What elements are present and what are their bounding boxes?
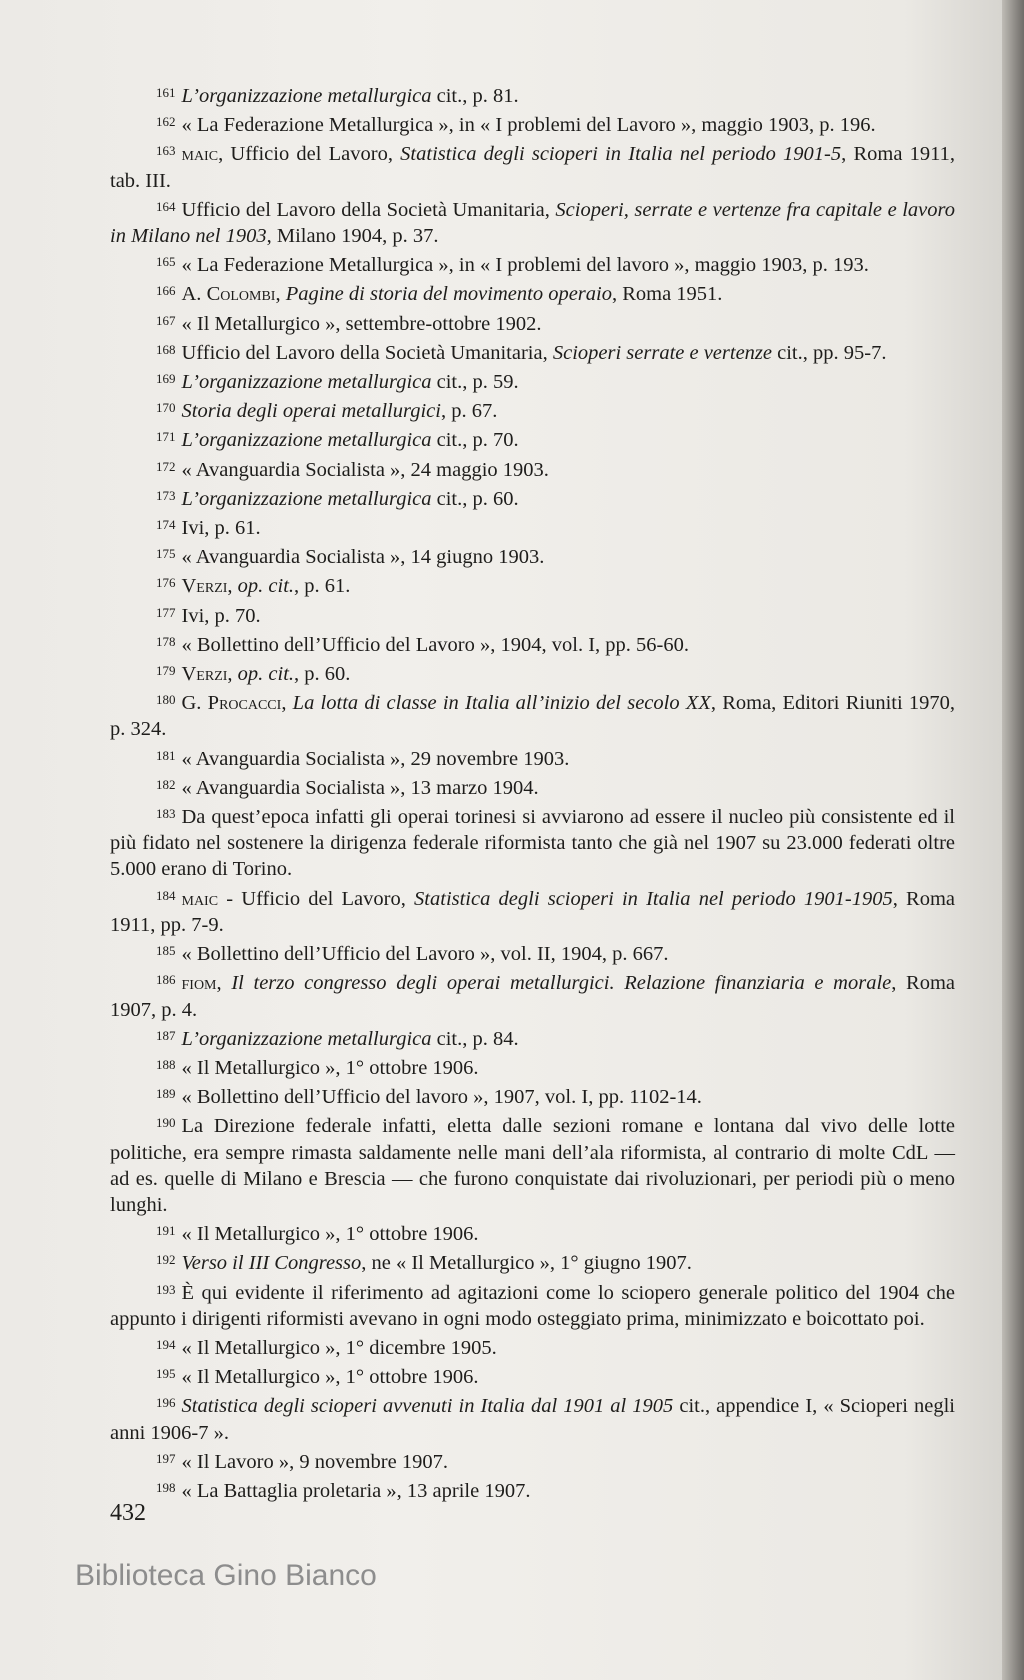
footnote-162 xyxy=(110,109,955,138)
footnote-number: 168 xyxy=(156,341,176,357)
footnote-number: 185 xyxy=(156,943,176,959)
footnote-text: « Il Metallurgico », 1° ottobre 1906. xyxy=(181,1056,479,1079)
footnote-text: , Roma, Editori Riuniti 1970, p. 324. xyxy=(110,692,956,741)
footnote-number: 188 xyxy=(156,1056,176,1072)
footnote-title: L’organizzazione metallurgica xyxy=(181,429,432,452)
footnote-title: Scioperi, serrate e vertenze fra capitale e lavoro in Milano nel 1903 xyxy=(110,198,955,248)
footnote-number: 182 xyxy=(156,776,176,792)
footnote-184 xyxy=(110,883,955,938)
footnote-180 xyxy=(110,687,955,742)
footnote-text: cit., p. 60. xyxy=(431,487,519,510)
footnote-text: « La Federazione Metallurgica », in « I problemi del Lavoro », maggio 1903, p. 196. xyxy=(181,114,876,137)
footnote-author: fiom xyxy=(181,972,217,995)
footnote-193 xyxy=(110,1277,955,1332)
footnote-text: cit., p. 70. xyxy=(431,429,519,452)
footnote-number: 187 xyxy=(156,1027,176,1043)
footnote-text: cit., p. 81. xyxy=(431,85,519,107)
footnotes-list xyxy=(110,80,955,1504)
footnote-text: « Avanguardia Socialista », 13 marzo 1904. xyxy=(181,776,539,799)
footnote-175 xyxy=(110,541,955,570)
footnote-179 xyxy=(110,658,955,687)
footnote-title: Statistica degli scioperi in Italia nel periodo 1901-1905 xyxy=(414,887,893,910)
footnote-195 xyxy=(110,1361,955,1390)
footnote-text: , Roma 1951. xyxy=(611,283,723,306)
footnote-number: 169 xyxy=(156,371,176,387)
footnote-181 xyxy=(110,743,955,772)
footnote-166 xyxy=(110,278,955,307)
footnote-author: Procacci xyxy=(207,692,282,715)
footnote-177 xyxy=(110,600,955,629)
footnote-number: 166 xyxy=(156,283,176,299)
footnote-176 xyxy=(110,570,955,599)
footnote-number: 179 xyxy=(156,663,176,679)
footnote-197 xyxy=(110,1446,955,1475)
footnote-number: 178 xyxy=(156,633,176,649)
footnote-number: 170 xyxy=(156,400,176,416)
footnote-165 xyxy=(110,249,955,278)
footnote-169 xyxy=(110,366,955,395)
footnote-text: , Roma 1907, p. 4. xyxy=(110,972,956,1021)
footnote-title: L’organizzazione metallurgica xyxy=(181,487,432,510)
footnote-text: « Bollettino dell’Ufficio del Lavoro », 1904, vol. I, pp. 56-60. xyxy=(181,633,689,656)
footnote-164 xyxy=(110,194,955,249)
footnote-196 xyxy=(110,1390,955,1445)
footnote-number: 197 xyxy=(156,1450,176,1466)
footnote-text: È qui evidente il riferimento ad agitazioni come lo sciopero generale politico del 1904 che appunto i dirigenti riformisti avevano in ogni modo osteggiato prima, minimizzato e boicottato poi. xyxy=(110,1281,955,1330)
footnote-number: 176 xyxy=(156,575,176,591)
page-number: 432 xyxy=(110,1500,146,1526)
footnote-text: « Bollettino dell’Ufficio del Lavoro », vol. II, 1904, p. 667. xyxy=(181,943,669,966)
footnote-185 xyxy=(110,938,955,967)
footnote-182 xyxy=(110,772,955,801)
footnote-161 xyxy=(110,80,955,109)
footnote-number: 198 xyxy=(156,1479,176,1495)
footnote-number: 174 xyxy=(156,517,176,533)
footnote-text: , Roma 1911, pp. 7-9. xyxy=(110,887,956,936)
footnote-title: L’organizzazione metallurgica xyxy=(181,1027,432,1050)
footnote-text: A. xyxy=(181,283,207,306)
footnote-number: 161 xyxy=(156,85,176,100)
footnote-text: « Avanguardia Socialista », 24 maggio 1903. xyxy=(181,458,549,481)
footnote-text: - Ufficio del Lavoro, xyxy=(218,887,415,910)
footnote-text: cit., p. 84. xyxy=(431,1027,519,1050)
footnote-text: , ne « Il Metallurgico », 1° giugno 1907. xyxy=(361,1252,692,1275)
footnote-number: 194 xyxy=(156,1336,176,1352)
footnote-192 xyxy=(110,1247,955,1276)
footnote-number: 189 xyxy=(156,1086,176,1102)
footnote-title: op. cit. xyxy=(237,575,295,598)
footnote-text: « Il Metallurgico », 1° ottobre 1906. xyxy=(181,1223,479,1246)
footnote-number: 165 xyxy=(156,254,176,270)
footnote-text: Da quest’epoca infatti gli operai torinesi si avviarono ad essere il nucleo più consistente ed il più fidato nel sostenere la dirigenza federale riformista tanto che già nel 1907 su 23.000 federati oltre 5.000 erano di Torino. xyxy=(110,806,955,881)
footnote-text: , Milano 1904, p. 37. xyxy=(266,225,439,248)
footnote-number: 184 xyxy=(156,887,176,903)
footnote-number: 191 xyxy=(156,1223,176,1239)
footnote-author: Verzi xyxy=(181,575,228,598)
footnote-text: , p. 60. xyxy=(294,663,351,686)
footnote-186 xyxy=(110,967,955,1022)
footnote-text: , xyxy=(227,575,238,598)
footnote-text: cit., pp. 95-7. xyxy=(772,341,887,364)
footnote-189 xyxy=(110,1081,955,1110)
footnote-number: 193 xyxy=(156,1281,176,1297)
footnote-text: , Ufficio del Lavoro, xyxy=(218,143,401,166)
footnote-title: Verso il III Congresso xyxy=(181,1252,362,1275)
footnote-author: Colombi xyxy=(206,283,276,306)
footnote-number: 177 xyxy=(156,604,176,620)
footnote-text: « Il Metallurgico », settembre-ottobre 1902. xyxy=(181,312,542,335)
footnote-187 xyxy=(110,1023,955,1052)
footnote-text: cit., appendice I, « Scioperi negli anni 1906-7 ». xyxy=(110,1395,956,1444)
page-edge-shadow xyxy=(1002,0,1024,1680)
footnote-text: , xyxy=(227,663,238,686)
footnote-167 xyxy=(110,308,955,337)
footnote-188 xyxy=(110,1052,955,1081)
footnote-number: 164 xyxy=(156,198,176,214)
footnote-title: Statistica degli scioperi avvenuti in Italia dal 1901 al 1905 xyxy=(181,1395,674,1418)
footnote-number: 167 xyxy=(156,312,176,328)
footnote-author: maic xyxy=(181,887,219,910)
footnote-text: « Avanguardia Socialista », 14 giugno 1903. xyxy=(181,546,545,569)
footnote-text: Ufficio del Lavoro della Società Umanitaria, xyxy=(181,198,556,221)
footnote-number: 196 xyxy=(156,1395,176,1411)
footnote-text: La Direzione federale infatti, eletta dalle sezioni romane e lontana dal vivo delle lotte politiche, era sempre rimasta saldamente nelle mani dell’ala riformista, al contrario di molte CdL — ad es. quelle di Milano e Brescia — che furono conquistate dai rivoluzionari, per periodi più o meno lunghi. xyxy=(110,1115,955,1216)
footnote-title: L’organizzazione metallurgica xyxy=(181,85,432,107)
footnote-163 xyxy=(110,138,955,193)
footnote-174 xyxy=(110,512,955,541)
footnote-178 xyxy=(110,629,955,658)
footnote-number: 195 xyxy=(156,1366,176,1382)
footnote-number: 175 xyxy=(156,546,176,562)
footnote-text: « Il Metallurgico », 1° ottobre 1906. xyxy=(181,1366,479,1389)
footnote-title: Il terzo congresso degli operai metallurgici. Relazione finanziaria e morale xyxy=(231,972,892,995)
footnote-183 xyxy=(110,801,955,883)
footnote-text: G. xyxy=(181,692,208,715)
footnote-number: 172 xyxy=(156,458,176,474)
footnote-number: 190 xyxy=(156,1115,176,1131)
footnote-title: Scioperi serrate e vertenze xyxy=(552,341,773,364)
footnote-title: Statistica degli scioperi in Italia nel periodo 1901-5 xyxy=(400,143,842,166)
footnote-number: 171 xyxy=(156,429,176,445)
footnote-text: , xyxy=(281,692,293,715)
footnote-author: maic xyxy=(181,143,219,166)
footnote-168 xyxy=(110,337,955,366)
footnote-text: « La Battaglia proletaria », 13 aprile 1907. xyxy=(181,1479,531,1502)
footnote-text: « Bollettino dell’Ufficio del lavoro », 1907, vol. I, pp. 1102-14. xyxy=(181,1086,702,1109)
footnote-number: 163 xyxy=(156,143,176,159)
footnote-text: « Avanguardia Socialista », 29 novembre 1903. xyxy=(181,747,570,770)
footnote-172 xyxy=(110,454,955,483)
footnote-text: , xyxy=(216,972,232,995)
footnote-number: 186 xyxy=(156,972,176,988)
footnote-text: « La Federazione Metallurgica », in « I problemi del lavoro », maggio 1903, p. 193. xyxy=(181,254,869,277)
footnote-text: Ivi, p. 61. xyxy=(181,517,261,540)
footnote-number: 173 xyxy=(156,487,176,503)
footnote-number: 181 xyxy=(156,747,176,763)
footnote-text: « Il Lavoro », 9 novembre 1907. xyxy=(181,1450,448,1473)
footnote-198 xyxy=(110,1475,955,1504)
footnote-171 xyxy=(110,424,955,453)
footnote-173 xyxy=(110,483,955,512)
footnote-author: Verzi xyxy=(181,663,228,686)
footnote-194 xyxy=(110,1332,955,1361)
footnote-number: 183 xyxy=(156,806,176,822)
footnote-number: 180 xyxy=(156,692,176,708)
footnote-170 xyxy=(110,395,955,424)
footnote-text: , Roma 1911, tab. III. xyxy=(110,143,955,192)
library-watermark: Biblioteca Gino Bianco xyxy=(75,1559,377,1592)
footnote-title: op. cit. xyxy=(237,663,295,686)
footnote-title: Storia degli operai metallurgici xyxy=(181,400,441,423)
footnote-title: Pagine di storia del movimento operaio xyxy=(285,283,612,306)
footnote-text: « Il Metallurgico », 1° dicembre 1905. xyxy=(181,1336,497,1359)
footnote-number: 162 xyxy=(156,114,176,130)
footnote-text: cit., p. 59. xyxy=(431,371,519,394)
footnote-text: , p. 61. xyxy=(294,575,351,598)
footnote-title: La lotta di classe in Italia all’inizio del secolo XX xyxy=(292,692,711,715)
footnote-190 xyxy=(110,1110,955,1218)
footnote-text: , xyxy=(275,283,286,306)
footnote-text: Ivi, p. 70. xyxy=(181,604,261,627)
footnote-title: L’organizzazione metallurgica xyxy=(181,371,432,394)
footnote-text: , p. 67. xyxy=(440,400,498,423)
footnote-text: Ufficio del Lavoro della Società Umanitaria, xyxy=(181,341,553,364)
footnote-number: 192 xyxy=(156,1252,176,1268)
footnote-191 xyxy=(110,1218,955,1247)
